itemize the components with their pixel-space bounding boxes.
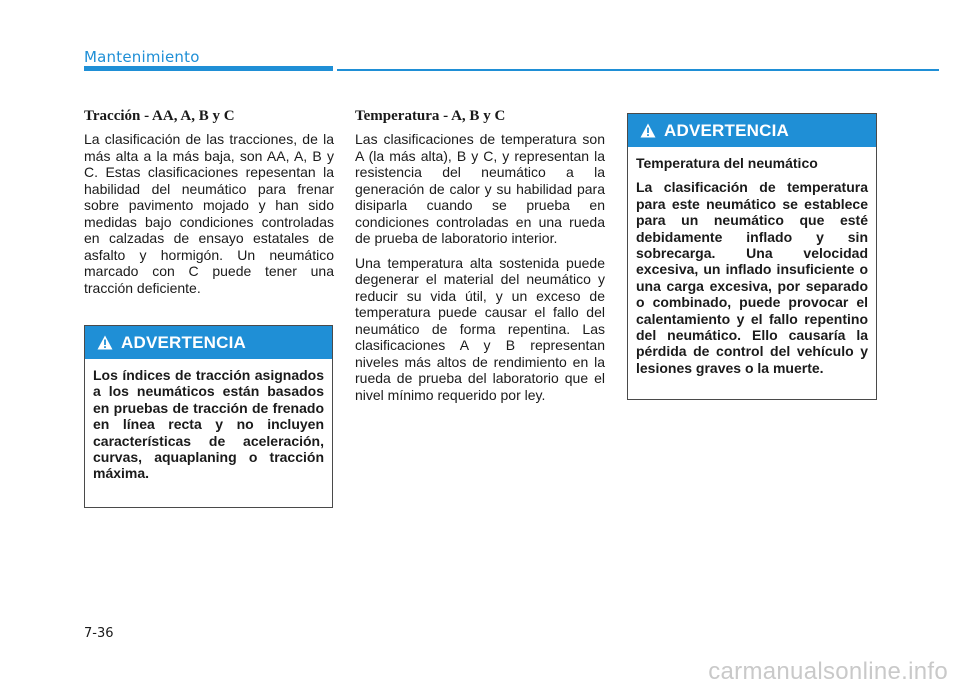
warning-title: ADVERTENCIA: [121, 332, 246, 352]
warning-subtitle: Temperatura del neumático: [636, 155, 818, 171]
watermark: carmanualsonline.info: [708, 658, 948, 685]
warning-body: [85, 359, 332, 482]
warning-triangle-icon: [640, 123, 656, 138]
traction-heading: Tracción - AA, A, B y C: [84, 108, 235, 124]
page-number: 7-36: [84, 626, 114, 641]
warning-text: Los índices de tracción asignados a los neumáticos están basados en pruebas de tracción de frenado en línea recta y no incluyen características de aceleración, curvas, aquaplaning o tracción máxima.: [93, 367, 324, 482]
section-title: Mantenimiento: [84, 48, 200, 66]
warning-header: [85, 326, 332, 359]
warning-text: La clasificación de temperatura para este neumático se establece para un neumático que esté debidamente inflado y sin sobrecarga. Una velocidad excesiva, un inflado insuficiente o una carga excesiva, por separado o combinado, puede provocar el calentamiento y el fallo repentino del neumático. Ello causaría la pérdida de control del vehículo y lesiones graves o la muerte.: [636, 179, 868, 376]
traction-warning-box: [84, 325, 333, 508]
warning-body: [628, 147, 876, 376]
temperature-heading: Temperatura - A, B y C: [355, 108, 506, 124]
warning-title: ADVERTENCIA: [664, 120, 789, 140]
header-rule-thick: [84, 66, 333, 71]
left-column: [84, 108, 334, 304]
temperature-text-1: Las clasificaciones de temperatura son A (la más alta), B y C, y representan la resistencia del neumático a la generación de calor y su habilidad para disiparla cuando se prueba en condiciones controladas en una rueda de prueba de laboratorio interior.: [355, 131, 605, 246]
warning-triangle-icon: [97, 335, 113, 350]
middle-column: [355, 108, 605, 411]
header-rule-thin: [337, 69, 939, 71]
temperature-warning-box: [627, 113, 877, 400]
traction-text: La clasificación de las tracciones, de la más alta a la más baja, son AA, A, B y C. Estas clasificaciones repesentan la habilidad del neumático para frenar sobre pavimento mojado y han sido medidas bajo condiciones controladas en calzadas de ensayo estatales de asfalto y hormigón. Un neumático marcado con C puede tener una tracción deficiente.: [84, 131, 334, 296]
temperature-text-2: Una temperatura alta sostenida puede degenerar el material del neumático y reducir su vida útil, y un exceso de temperatura puede causar el fallo del neumático de forma repentina. Las clasificaciones A y B representan niveles más altos de rendimiento en la rueda de prueba del laboratorio que el nivel mínimo requerido por ley.: [355, 254, 605, 403]
warning-header: [628, 114, 876, 147]
